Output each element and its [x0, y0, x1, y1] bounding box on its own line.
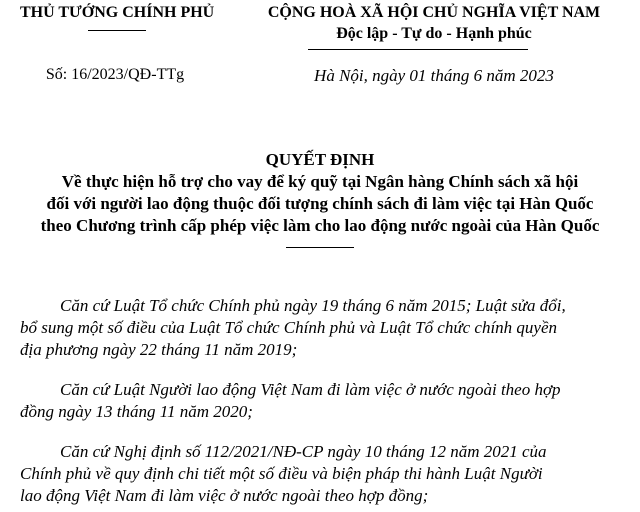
- preamble-2-line-2: đồng ngày 13 tháng 11 năm 2020;: [20, 402, 253, 421]
- agency-underline: [88, 30, 146, 31]
- title-line-1: Về thực hiện hỗ trợ cho vay để ký quỹ tại Ngân hàng Chính sách xã hội: [61, 172, 579, 191]
- preamble-1-line-2: bổ sung một số điều của Luật Tổ chức Chính phủ và Luật Tổ chức chính quyền: [20, 318, 558, 337]
- preamble-3-line-3: lao động Việt Nam đi làm việc ở nước ngoài theo hợp đồng;: [20, 486, 429, 505]
- preamble-3-line-2: Chính phủ về quy định chi tiết một số điều và biện pháp thi hành Luật Người: [20, 464, 543, 483]
- issuing-agency: THỦ TƯỚNG CHÍNH PHỦ: [20, 4, 215, 21]
- preamble-3-line-1: Căn cứ Nghị định số 112/2021/NĐ-CP ngày 10 tháng 12 năm 2021 của: [60, 442, 547, 461]
- title-underline: [286, 247, 354, 248]
- national-motto: Độc lập - Tự do - Hạnh phúc: [336, 25, 532, 42]
- place-and-date: Hà Nội, ngày 01 tháng 6 năm 2023: [314, 66, 554, 85]
- title-line-3: theo Chương trình cấp phép việc làm cho lao động nước ngoài của Hàn Quốc: [40, 216, 600, 235]
- title-line-2: đối với người lao động thuộc đối tượng chính sách đi làm việc tại Hàn Quốc: [46, 194, 594, 213]
- preamble-2-line-1: Căn cứ Luật Người lao động Việt Nam đi làm việc ở nước ngoài theo hợp: [60, 380, 561, 399]
- motto-underline: [308, 49, 528, 50]
- document-number: Số: 16/2023/QĐ-TTg: [45, 66, 185, 83]
- document-type: QUYẾT ĐỊNH: [265, 150, 375, 169]
- preamble-1-line-1: Căn cứ Luật Tổ chức Chính phủ ngày 19 tháng 6 năm 2015; Luật sửa đổi,: [60, 296, 566, 315]
- nation-name: CỘNG HOÀ XÃ HỘI CHỦ NGHĨA VIỆT NAM: [267, 4, 601, 21]
- preamble-1-line-3: địa phương ngày 22 tháng 11 năm 2019;: [20, 340, 298, 359]
